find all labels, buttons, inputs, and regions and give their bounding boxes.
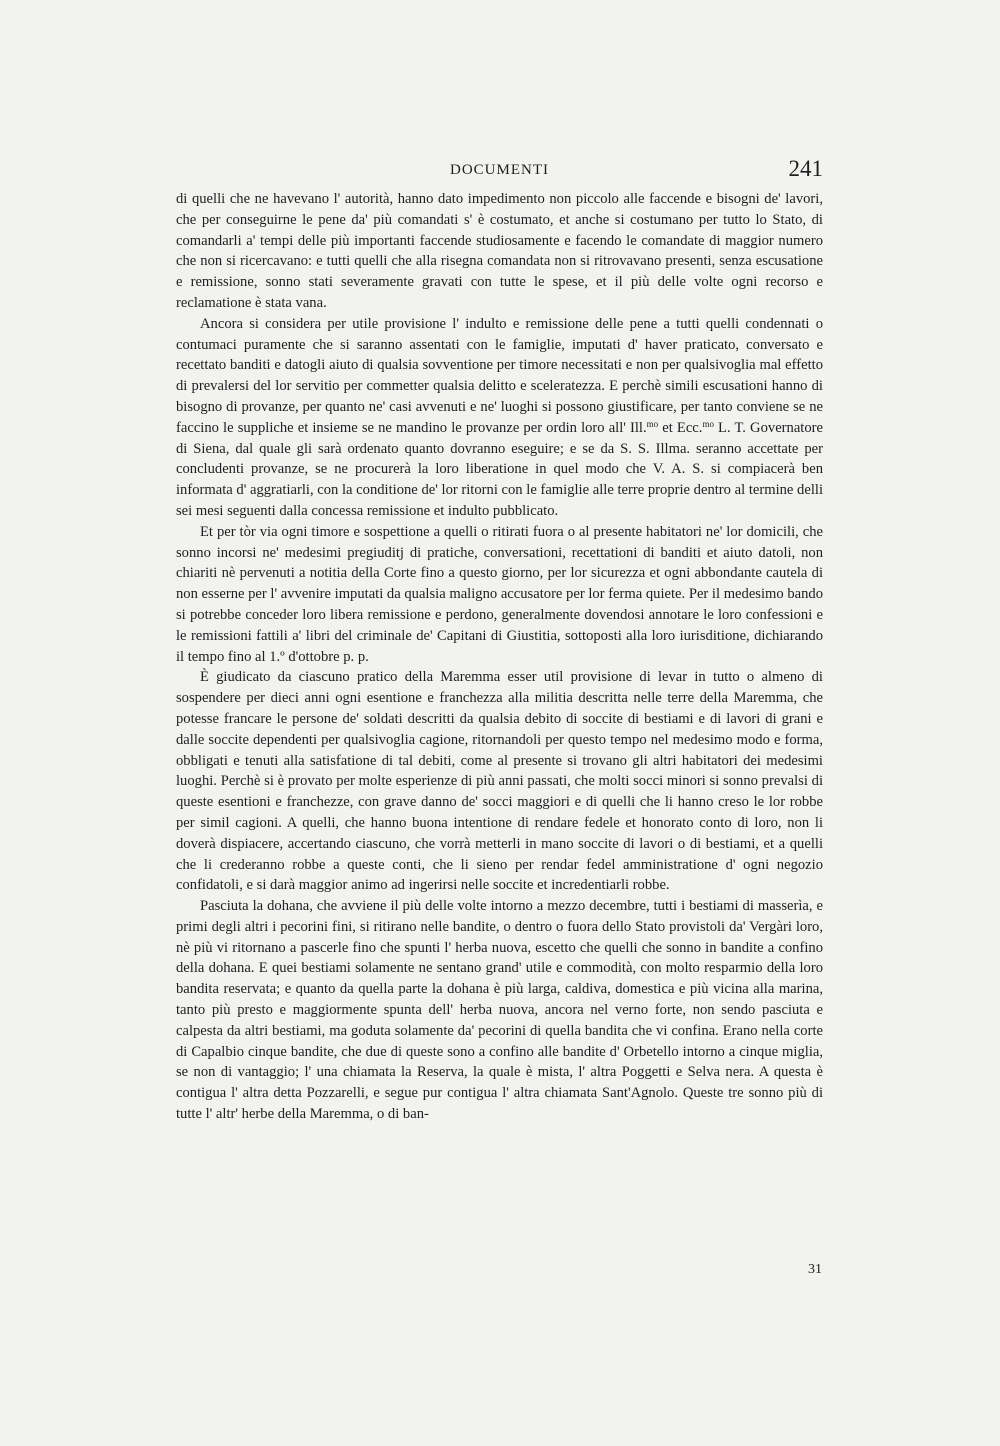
- paragraph-2-part-3: L. T. Governatore di Siena, dal quale gli sarà ordenato quanto dovranno eseguire; e se da S. S. Illma. seranno accettate per concludenti provanze, se ne procurerà la loro liberatione in quel modo che V. A. S. si compiacerà ben informata d' aggratiarli, con la conditione de' lor ritorni con le famiglie alle terre proprie dentro al termine delli sei mesi seguenti dalla concessa remissione et indulto pubblicato.: [176, 419, 823, 519]
- paragraph-2-part-2: et Ecc.: [658, 419, 703, 436]
- page-number: 241: [788, 156, 823, 181]
- superscript-mo-2: mo: [702, 418, 714, 429]
- paragraph-1: di quelli che ne havevano l' autorità, hanno dato impedimento non piccolo alle faccende e bisogni de' lavori, che per conseguirne le pene da' più comandati s' è costumato, et anche si costumano per tutto lo Stato, di comandarli a' tempi delle più importanti faccende studiosamente e facendo le comandate di maggior numero che non si ricercavano: e tutti quelli che alla risegna comandata non si ritrovavano presenti, senza escusatione e remissione, sonno stati severamente gravati con tutte le spese, et il più delle volte ogni recorso e reclamatione è stata vana.: [176, 191, 823, 311]
- paragraph-2: [176, 314, 823, 522]
- paragraph-5: Pasciuta la dohana, che avviene il più delle volte intorno a mezzo decembre, tutti i bestiami di masserìa, e primi degli altri i pecorini fini, si ritirano nelle bandite, o dentro o fuora dello Stato provistoli da' Vergàri loro, nè più vi ritornano a pascerle fino che spunti l' herba nuova, escetto che quelli che sonno in bandite a confino della dohana. E quei bestiami solamente ne sentano grand' utile e commodità, con molto resparmio della loro bandita reservata; e quanto da quella parte la dohana è più larga, caldiva, domestica e più vicina alla marina, tanto più presto e maggiormente spunta dell' herba nuova, ancora nel verno forte, non sendo pasciuta e calpesta da altri bestiami, ma goduta solamente da' pecorini di quella bandita che vi confina. Erano nella corte di Capalbio cinque bandite, che due di queste sono a confino alle bandite d' Orbetello intorno a cinque miglia, se non di vantaggio; l' una chiamata la Reserva, la quale è mista, l' altra Poggetti e Selva nera. A questa è contigua l' altra detta Pozzarelli, e segue pur contigua l' altra chiamata Sant'Agnolo. Queste tre sonno più di tutte l' altr' herbe della Maremma, o di ban-: [176, 898, 823, 1123]
- signature-mark: 31: [808, 1262, 822, 1277]
- superscript-mo-1: mo: [646, 418, 659, 429]
- paragraph-3: Et per tòr via ogni timore e sospettione a quelli o ritirati fuora o al presente habitatori ne' lor domicili, che sonno incorsi ne' medesimi pregiuditj di pratiche, conversationi, recettationi di banditi et aiuto datoli, non chiariti nè pervenuti a notitia della Corte fino a questo giorno, per lor sicurezza et ogni abbondante cautela di non esserne per l' avvenire imputati da qualsia maligno accusatore per lor ferma quiete. Per il medesimo bando si potrebbe conceder loro libera remissione e perdono, generalmente dovendosi annotare le loro confessioni e le remissioni fattili a' libri del criminale de' Capitani di Giustitia, sottoposti alla loro iurisditione, dichiarando il tempo fino al 1.º d'ottobre p. p.: [176, 523, 823, 665]
- page-header: [176, 156, 823, 190]
- paragraph-4: È giudicato da ciascuno pratico della Maremma esser util provisione di levar in tutto o almeno di sospendere per dieci anni ogni esentione e franchezza alla militia descritta nelle terre della Maremma, che potesse francare le persone de' soldati descritti da qualsia debito di soccite di bestiami e di lavori di grani e dalle soccite dependenti per qualsivoglia cagione, ritornandoli per questo tempo nel medesimo modo e forma, obbligati e tenuti alla satisfatione di tal debiti, come al presente si trovano gli altri habitatori dei medesimi luoghi. Perchè si è provato per molte esperienze di più anni passati, che molti socci minori si sonno prevalsi di queste esentioni e franchezze, con grave danno de' socci maggiori e di quelli che li hanno creso le lor robbe per simil cagioni. A quelli, che hanno buona intentione di rendare fedele et honorato conto di loro, non li doverà dispiacere, accertando ciascuno, che vorrà metterli in mano soccite di lavori o di bestiami, et a quelli che li crederanno robbe a queste conti, che li sieno per rendar fedel amministratione d' ogni negozio confidatoli, e si darà maggior animo ad ingerirsi nelle soccite et incredentiarli robbe.: [176, 669, 823, 894]
- body-text: [176, 189, 823, 1125]
- paragraph-2-part-1: Ancora si considera per utile provisione l' indulto e remissione delle pene a tutti quelli condennati o contumaci puramente che si saranno assentati con le famiglie, imputati d' haver praticato, conversato e recettato banditi e datogli aiuto di qualsia sovventione per timore necessitati e non per qualsivoglia mal effetto di prevalersi del lor servitio per commetter qualsia delitto e sceleratezza. E perchè simili escusationi hanno di bisogno di provanze, per quanto ne' casi avvenuti e ne' luoghi si possono giustificare, per tanto conviene se ne faccino le suppliche et insieme se ne mandino le provanze per ordin loro all' Ill.: [176, 315, 823, 436]
- running-title: DOCUMENTI: [450, 162, 549, 178]
